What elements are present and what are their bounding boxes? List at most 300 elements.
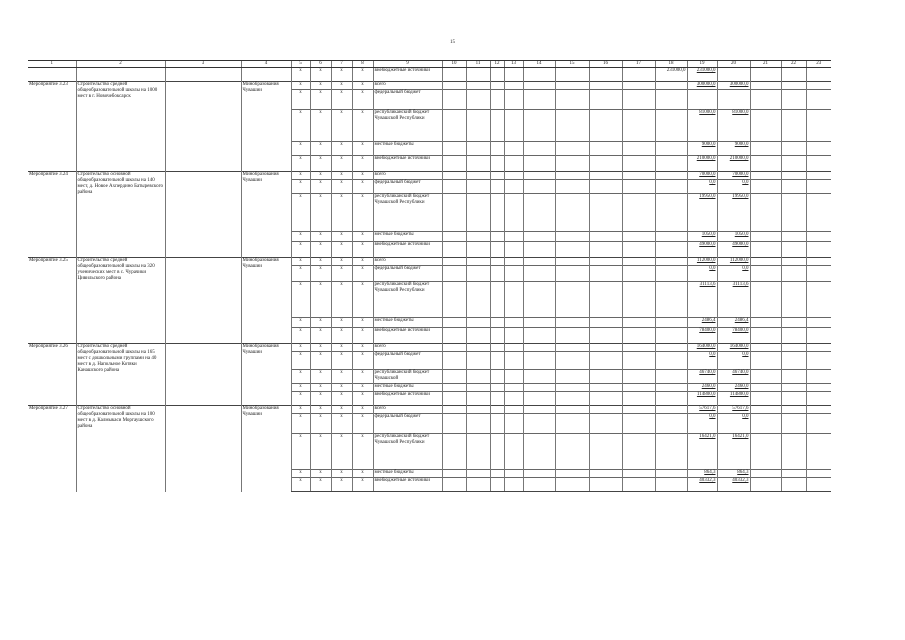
header-cell: 3 [165,61,241,68]
empty-cell [589,318,622,328]
empty-cell [806,470,831,478]
value-col-18 [655,434,687,470]
empty-cell [622,110,655,142]
empty-cell [466,266,490,282]
empty-cell [622,282,655,318]
x-mark: x [310,370,331,384]
funding-source: всего [373,406,442,414]
empty-cell [750,470,781,478]
value-col-19: 2486,4 [687,318,717,328]
value-col-19: 0,0 [687,266,717,282]
empty-cell [523,242,555,258]
x-mark: x [291,282,310,318]
empty-cell [165,258,241,344]
empty-cell [589,470,622,478]
value-col-18 [655,180,687,194]
x-mark: x [310,180,331,194]
empty-cell [504,68,523,82]
empty-cell [504,328,523,344]
empty-cell [781,194,806,232]
executor: Минобразования Чувашии [241,82,291,172]
empty-cell [165,82,241,172]
funding-source: местные бюджеты [373,470,442,478]
value-col-18 [655,266,687,282]
empty-cell [490,414,504,434]
empty-cell [622,478,655,492]
empty-cell [750,172,781,180]
header-cell: 17 [622,61,655,68]
empty-cell [750,242,781,258]
table-row [28,172,831,180]
empty-cell [781,282,806,318]
x-mark: x [352,194,373,232]
x-mark: x [291,370,310,384]
x-mark: x [291,242,310,258]
x-mark: x [352,142,373,156]
funding-source: всего [373,344,442,352]
empty-cell [781,406,806,414]
empty-cell [622,370,655,384]
funding-source: внебюджетные источники [373,328,442,344]
empty-cell [555,82,589,90]
empty-cell [781,478,806,492]
empty-cell [523,478,555,492]
empty-cell [523,194,555,232]
empty-cell [523,266,555,282]
value-col-19: 210000,0 [687,156,717,172]
value-col-20: 31113,6 [717,282,750,318]
empty-cell [622,406,655,414]
empty-cell [555,232,589,242]
x-mark: x [352,392,373,406]
x-mark: x [291,90,310,110]
empty-cell [750,384,781,392]
empty-cell [555,156,589,172]
x-mark: x [291,68,310,82]
executor: Минобразования Чувашии [241,406,291,492]
empty-cell [555,282,589,318]
empty-cell [442,82,466,90]
empty-cell [555,110,589,142]
empty-cell [523,352,555,370]
x-mark: x [291,434,310,470]
value-col-20: 49000,0 [717,242,750,258]
empty-cell [241,68,291,82]
empty-cell [466,434,490,470]
x-mark: x [352,384,373,392]
empty-cell [781,370,806,384]
x-mark: x [352,318,373,328]
value-col-18 [655,232,687,242]
header-cell: 7 [331,61,352,68]
empty-cell [490,242,504,258]
empty-cell [589,328,622,344]
empty-cell [750,232,781,242]
empty-cell [490,434,504,470]
empty-cell [523,318,555,328]
funding-source: федеральный бюджет [373,90,442,110]
empty-cell [466,68,490,82]
value-col-20: 40332,3 [717,478,750,492]
empty-cell [806,406,831,414]
x-mark: x [310,156,331,172]
x-mark: x [331,258,352,266]
empty-cell [781,318,806,328]
empty-cell [750,266,781,282]
empty-cell [504,414,523,434]
empty-cell [76,68,165,82]
header-cell: 13 [504,61,523,68]
x-mark: x [310,258,331,266]
empty-cell [806,156,831,172]
header-cell: 11 [466,61,490,68]
value-col-18: 231000,0 [655,68,687,82]
empty-cell [442,370,466,384]
x-mark: x [291,478,310,492]
empty-cell [806,414,831,434]
empty-cell [466,370,490,384]
empty-cell [466,392,490,406]
funding-source: федеральный бюджет [373,352,442,370]
empty-cell [622,344,655,352]
table-row [28,82,831,90]
empty-cell [466,414,490,434]
empty-cell [555,414,589,434]
empty-cell [504,370,523,384]
empty-cell [442,392,466,406]
x-mark: x [291,470,310,478]
x-mark: x [310,142,331,156]
page-number: 15 [450,40,455,45]
value-col-19: 1050,0 [687,232,717,242]
x-mark: x [352,328,373,344]
measure-title: Строительство основной общеобразовательной школы на 140 мест, д. Новое Ахпердино Батыревского района [76,172,165,258]
empty-cell [750,318,781,328]
empty-cell [806,344,831,352]
value-col-20 [717,68,750,82]
funding-source: местные бюджеты [373,318,442,328]
empty-cell [589,384,622,392]
x-mark: x [310,82,331,90]
empty-cell [442,318,466,328]
empty-cell [442,156,466,172]
x-mark: x [291,142,310,156]
empty-cell [589,282,622,318]
empty-cell [490,194,504,232]
funding-source: республиканский бюджет Чувашской Республики [373,434,442,470]
value-col-18 [655,318,687,328]
empty-cell [622,242,655,258]
x-mark: x [310,328,331,344]
empty-cell [442,90,466,110]
empty-cell [555,344,589,352]
header-cell: 4 [241,61,291,68]
empty-cell [750,180,781,194]
value-col-20: 164000,0 [717,344,750,352]
empty-cell [442,470,466,478]
empty-cell [750,434,781,470]
x-mark: x [310,90,331,110]
table-row [28,258,831,266]
empty-cell [781,180,806,194]
empty-cell [750,344,781,352]
empty-cell [555,194,589,232]
empty-cell [504,90,523,110]
x-mark: x [291,172,310,180]
empty-cell [781,344,806,352]
value-col-18 [655,90,687,110]
x-mark: x [352,478,373,492]
empty-cell [490,328,504,344]
empty-cell [466,142,490,156]
empty-cell [781,352,806,370]
funding-source: внебюджетные источники [373,68,442,82]
empty-cell [504,266,523,282]
empty-cell [490,110,504,142]
x-mark: x [310,406,331,414]
empty-cell [781,90,806,110]
empty-cell [523,282,555,318]
x-mark: x [291,232,310,242]
empty-cell [523,258,555,266]
value-col-18 [655,406,687,414]
header-cell: 15 [555,61,589,68]
value-col-18 [655,344,687,352]
x-mark: x [352,470,373,478]
empty-cell [523,110,555,142]
empty-cell [504,392,523,406]
value-col-20: 16421,0 [717,434,750,470]
value-col-19: 81000,0 [687,110,717,142]
empty-cell [750,82,781,90]
empty-cell [806,232,831,242]
x-mark: x [352,232,373,242]
value-col-19: 46740,0 [687,370,717,384]
empty-cell [555,328,589,344]
x-mark: x [310,282,331,318]
empty-cell [466,242,490,258]
x-mark: x [291,180,310,194]
value-col-18 [655,156,687,172]
empty-cell [442,414,466,434]
x-mark: x [331,318,352,328]
empty-cell [504,384,523,392]
empty-cell [165,172,241,258]
empty-cell [442,352,466,370]
empty-cell [781,68,806,82]
empty-cell [442,232,466,242]
x-mark: x [352,68,373,82]
empty-cell [555,180,589,194]
value-col-20: 112000,0 [717,258,750,266]
funding-source: республиканский бюджет Чувашской [373,370,442,384]
empty-cell [806,352,831,370]
header-cell: 8 [352,61,373,68]
empty-cell [523,370,555,384]
measure-label: Мероприятие 3.23 [28,82,76,172]
value-col-19: 2460,0 [687,384,717,392]
empty-cell [589,478,622,492]
empty-cell [490,232,504,242]
empty-cell [806,328,831,344]
funding-source: федеральный бюджет [373,266,442,282]
x-mark: x [331,266,352,282]
empty-cell [555,406,589,414]
empty-cell [750,282,781,318]
empty-cell [504,352,523,370]
x-mark: x [310,110,331,142]
empty-cell [466,194,490,232]
empty-cell [504,406,523,414]
header-cell: 21 [750,61,781,68]
funding-source: всего [373,82,442,90]
executor: Минобразования Чувашии [241,172,291,258]
empty-cell [555,90,589,110]
value-col-18 [655,194,687,232]
empty-cell [523,384,555,392]
empty-cell [442,68,466,82]
empty-cell [589,180,622,194]
value-col-20: 300000,0 [717,82,750,90]
measure-title: Строительство средней общеобразовательной школы на 165 мест с дошкольными группами на 40 мест в д. Напольное Котяки Канашского района [76,344,165,406]
empty-cell [622,68,655,82]
x-mark: x [331,470,352,478]
empty-cell [622,434,655,470]
measure-title: Строительство основной общеобразовательной школы на 100 мест в д. Калмыкаси Моргаушского района [76,406,165,492]
empty-cell [750,328,781,344]
value-col-18 [655,328,687,344]
value-col-19: 0,0 [687,414,717,434]
value-col-19: 16421,0 [687,434,717,470]
x-mark: x [331,68,352,82]
empty-cell [466,180,490,194]
x-mark: x [352,352,373,370]
empty-cell [555,470,589,478]
x-mark: x [352,242,373,258]
empty-cell [622,194,655,232]
x-mark: x [352,266,373,282]
value-col-19: 164000,0 [687,344,717,352]
header-cell: 5 [291,61,310,68]
value-col-19: 31113,6 [687,282,717,318]
empty-cell [589,90,622,110]
empty-cell [442,406,466,414]
empty-cell [504,344,523,352]
empty-cell [555,266,589,282]
measure-title: Строительство средней общеобразовательной школы на 320 ученических мест в с. Чурачики Цивильского района [76,258,165,344]
empty-cell [466,110,490,142]
header-cell: 10 [442,61,466,68]
empty-cell [490,478,504,492]
empty-cell [781,266,806,282]
x-mark: x [331,370,352,384]
empty-cell [589,172,622,180]
header-cell: 23 [806,61,831,68]
value-col-20: 864,3 [717,470,750,478]
x-mark: x [291,406,310,414]
x-mark: x [331,110,352,142]
empty-cell [589,414,622,434]
empty-cell [466,172,490,180]
empty-cell [750,258,781,266]
empty-cell [523,90,555,110]
empty-cell [523,470,555,478]
empty-cell [523,172,555,180]
header-cell: 16 [589,61,622,68]
x-mark: x [291,414,310,434]
header-cell: 20 [717,61,750,68]
empty-cell [555,370,589,384]
empty-cell [504,142,523,156]
empty-cell [781,232,806,242]
empty-cell [806,266,831,282]
empty-cell [490,82,504,90]
empty-cell [750,68,781,82]
value-col-19: 40332,3 [687,478,717,492]
x-mark: x [310,318,331,328]
funding-source: федеральный бюджет [373,180,442,194]
value-col-19: 0,0 [687,180,717,194]
empty-cell [523,156,555,172]
empty-cell [781,392,806,406]
empty-cell [504,470,523,478]
x-mark: x [331,232,352,242]
empty-cell [490,180,504,194]
empty-cell [806,142,831,156]
value-col-18 [655,142,687,156]
x-mark: x [291,258,310,266]
value-col-19: 231000,0 [687,68,717,82]
x-mark: x [291,82,310,90]
empty-cell [523,414,555,434]
empty-cell [504,180,523,194]
x-mark: x [352,258,373,266]
empty-cell [555,392,589,406]
funding-source: местные бюджеты [373,384,442,392]
empty-cell [490,172,504,180]
value-col-18 [655,110,687,142]
value-col-19: 70000,0 [687,172,717,180]
value-col-20: 46740,0 [717,370,750,384]
empty-cell [504,110,523,142]
header-cell: 2 [76,61,165,68]
empty-cell [504,156,523,172]
empty-cell [622,328,655,344]
empty-cell [504,478,523,492]
empty-cell [781,328,806,344]
x-mark: x [352,344,373,352]
empty-cell [523,142,555,156]
x-mark: x [310,434,331,470]
empty-cell [442,434,466,470]
x-mark: x [352,156,373,172]
empty-cell [442,478,466,492]
empty-cell [622,82,655,90]
funding-source: местные бюджеты [373,142,442,156]
x-mark: x [331,172,352,180]
x-mark: x [331,90,352,110]
empty-cell [504,82,523,90]
empty-cell [555,68,589,82]
x-mark: x [310,414,331,434]
empty-cell [504,318,523,328]
empty-cell [504,282,523,318]
x-mark: x [352,82,373,90]
value-col-18 [655,282,687,318]
value-col-19: 864,3 [687,470,717,478]
empty-cell [555,384,589,392]
header-cell: 9 [373,61,442,68]
